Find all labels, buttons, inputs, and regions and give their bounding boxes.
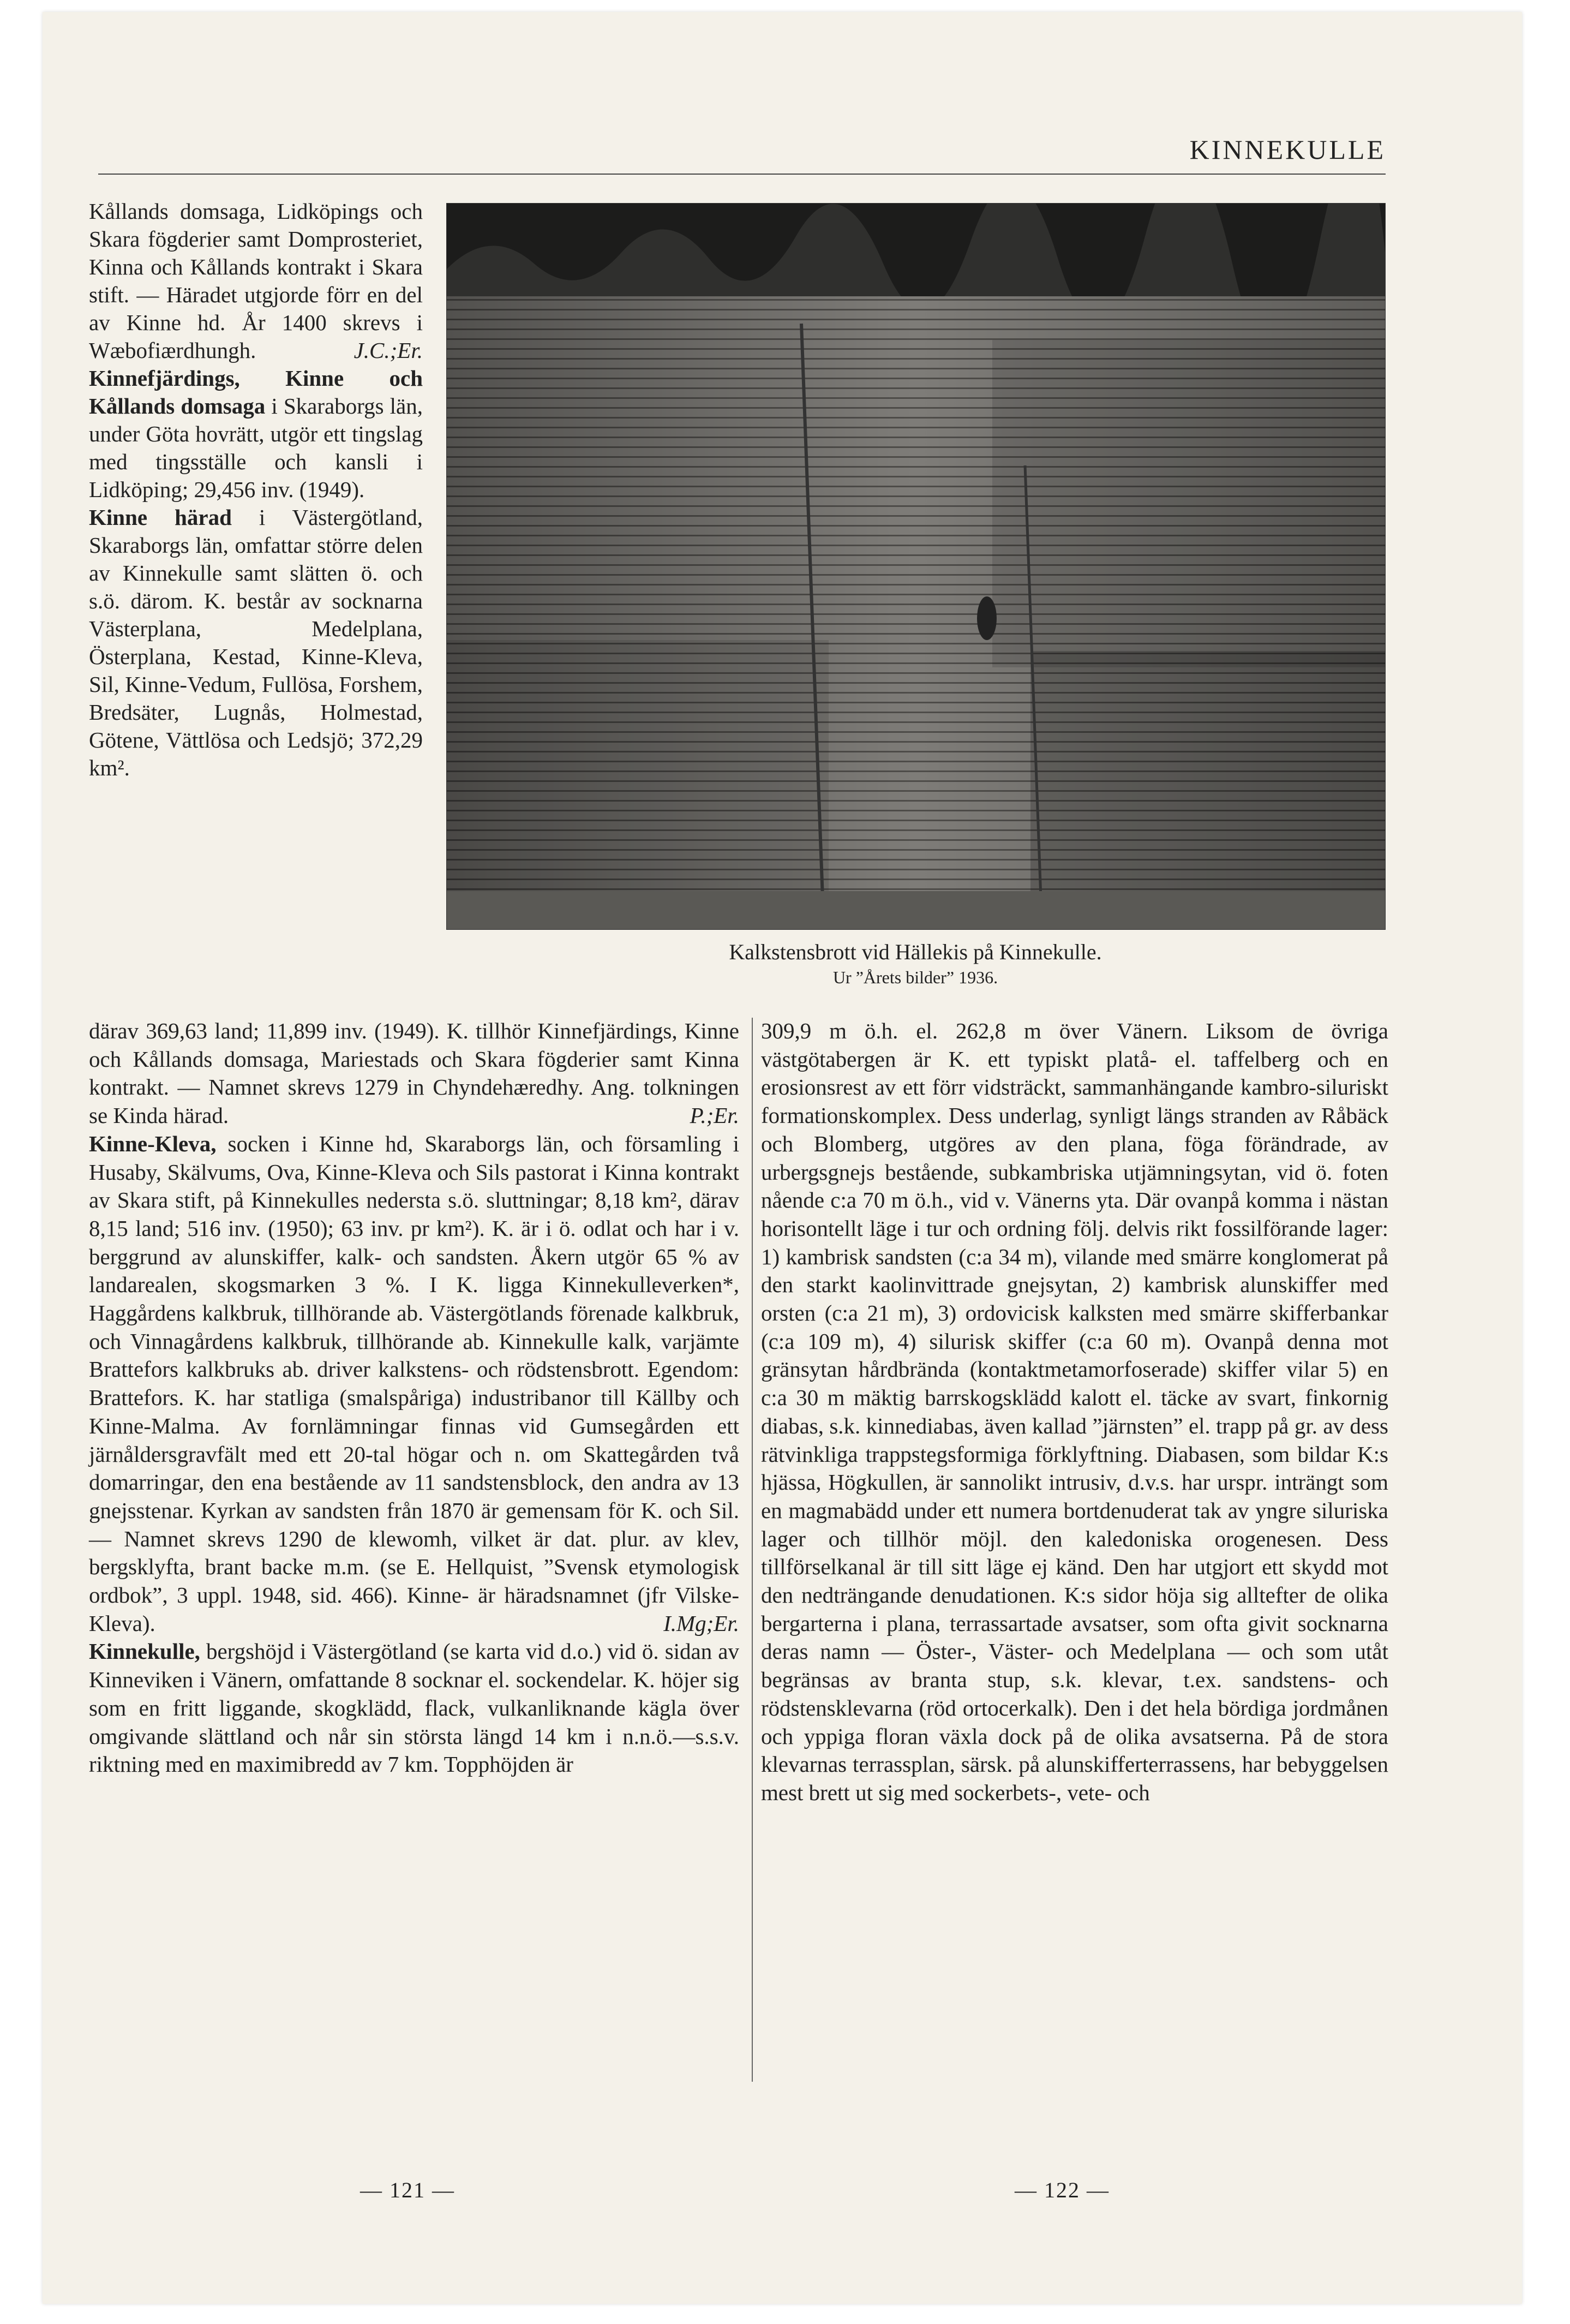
entry-kinnekulle [89,1638,739,1779]
paragraph-text: därav 369,63 land; 11,899 inv. (1949). K. tillhör Kinnefjärdings, Kinne och Kållands domsaga, Mariestads och Skara fögderier samt Kinna kontrakt. — Namnet skrevs 1279 in Chyndehæredhy. Ang. tolkningen se Kinda härad. [89,1018,739,1128]
entry-kinne-harad [89,504,423,782]
header-rule [98,174,1386,175]
paragraph-kinne-harad-cont [89,1017,739,1130]
entry-heading: Kinne härad [89,505,232,530]
paragraph-kinnekulle-cont: 309,9 m ö.h. el. 262,8 m över Vänern. Liksom de övriga västgötabergen är K. ett typiskt platå- el. taffelberg och en erosionsrest av ett förr vidsträckt, sammanhängande kambro-siluriskt formationskomplex. Dess underlag, synligt längs stranden av Råbäck och Blomberg, utgöres av den plana, föga förändrade, av urbergsgnejs bestående, subkambriska utjämningsytan, vid ö. foten nående c:a 70 m ö.h., vid v. Vänerns yta. Där ovanpå komma i nästan horisontellt läge i tur och ordning följ. delvis rikt fossilförande lager: 1) kambrisk sandsten (c:a 34 m), vilande med smärre konglomerat på den starkt kaolinvittrade gnejsytan, 2) kambrisk alunskiffer med orsten (c:a 21 m), 3) ordovicisk kalksten med smärre skifferbankar (c:a 109 m), 4) silurisk skiffer (c:a 60 m). Ovanpå denna mot gränsytan hårdbrända (kontaktmetamorfoserade) skiffer vilar 5) en c:a 30 m mäktig barrskogsklädd kalott el. täcke av svart, finkornig diabas, s.k. kinnediabas, även kallad ”järnsten” el. trapp på gr. av dess rätvinkliga trappstegsformiga förklyftning. Diabasen, som bildar K:s hjässa, Högkullen, är sannolikt intrusiv, d.v.s. har urspr. inträngt som en magmabädd under ett numera bortdenuderat tak av yngre siluriska lager och tillhör möjl. den kaledoniska orogenesen. Dess tillförselkanal är till sitt läge ej känd. Den har utgjort ett skydd mot den nedträngande denudationen. K:s sidor höja sig alltefter de olika bergarterna i plana, terrassartade avsatser, som ofta givit socknarna deras namn — Öster-, Väster- och Medelplana — och som utåt begränsas av branta stup, s.k. klevar, t.ex. sandstens- och rödstensklevarna (röd ortocerkalk). Den i det hela bördiga jordmånen och yppiga floran växla dock på de olika avsatserna. På de stora klevarnas terrassplan, särsk. på alunskifferterrassens, har bebyggelsen mest brett ut sig med sockerbets-, vete- och [761,1018,1388,1805]
author-signature: I.Mg;Er. [663,1610,739,1636]
entry-heading: Kinnefjärdings, Kinne och Kållands domsaga [89,366,423,419]
entry-text: i Skaraborgs län, under Göta hovrätt, utgör ett tingslag med tingsställe och kansli i Lidköping; 29,456 inv. (1949). [89,393,423,502]
entry-kinne-kleva [89,1130,739,1638]
author-signature: J.C.;Er. [353,338,423,363]
entry-heading: Kinne-Kleva, [89,1131,217,1156]
entry-kinnefjardings [89,365,423,504]
caption-text: Kalkstensbrott vid Hällekis på Kinnekulle. [729,940,1102,964]
left-column [89,1017,739,1779]
entry-text: socken i Kinne hd, Skaraborgs län, och församling i Husaby, Skälvums, Ova, Kinne-Kleva och Sils pastorat i Kinna kontrakt av Skara stift, på Kinnekulles nedersta s.ö. sluttningar; 8,18 km², därav 8,15 land; 516 inv. (1950); 63 inv. pr km²). K. är i ö. odlat och har i v. berggrund av alunskiffer, kalk- och sandsten. Åkern utgör 65 % av landarealen, skogsmarken 3 %. I K. ligga Kinnekulleverken*, Haggårdens kalkbruk, tillhörande ab. Västergötlands förenade kalkbruk, och Vinnagårdens kalkbruk, tillhörande ab. Kinnekulle kalk, varjämte Brattefors kalkbruks ab. driver kalkstens- och rödstensbrott. Egendom: Brattefors. K. har statliga (smalspåriga) industribanor till Källby och Kinne-Malma. Av fornlämningar finnas vid Gumsegården ett järnåldersgravfält med ett 20-tal högar och n. om Skattegården två domarringar, den ena bestående av 11 sandstensblock, den andra av 13 gnejsstenar. Kyrkan av sandsten från 1870 är gemensam för K. och Sil. — Namnet skrevs 1290 de klewomh, vilket är dat. plur. av klev, bergsklyfta, brant backe m.m. (se E. Hellquist, ”Svensk etymologisk ordbok”, 3 uppl. 1948, sid. 466). Kinne- är häradsnamnet (jfr Vilske-Kleva). [89,1131,739,1636]
figure-caption [446,940,1385,990]
paragraph-kallands [89,198,423,365]
caption-credit: Ur ”Årets bilder” 1936. [832,967,998,987]
running-header: KINNEKULLE [1189,134,1386,165]
entry-text: bergshöjd i Västergötland (se karta vid d.o.) vid ö. sidan av Kinneviken i Vänern, omfattande 8 socknar el. sockendelar. K. höjer sig som en fritt liggande, skogklädd, flack, vulkanliknande kägla över omgivande slättland och når sin största längd 14 km i n.n.ö.—s.s.v. riktning med en maximibredd av 7 km. Topphöjden är [89,1639,739,1777]
entry-heading: Kinnekulle, [89,1639,200,1664]
paragraph-text: Kållands domsaga, Lidköpings och Skara fögderier samt Domprosteriet, Kinna och Kållands kontrakt i Skara stift. — Häradet utgjorde förr en del av Kinne hd. År 1400 skrevs i Wæbofiærdhungh. [89,199,423,363]
entry-text: i Västergötland, Skaraborgs län, omfattar större delen av Kinnekulle samt slätten ö. och s.ö. därom. K. består av socknarna Västerplana, Medelplana, Österplana, Kestad, Kinne-Kleva, Sil, Kinne-Vedum, Fullösa, Forshem, Bredsäter, Lugnås, Holmestad, Götene, Vättlösa och Ledsjö; 372,29 km². [89,505,423,780]
page-number-left: — 121 — [360,2178,455,2202]
narrow-column [89,198,423,782]
quarry-photo [446,203,1386,930]
column-divider [752,1018,753,2082]
page-number-right: — 122 — [1015,2178,1110,2202]
right-column [761,1017,1388,1807]
author-signature: P.;Er. [690,1103,739,1128]
